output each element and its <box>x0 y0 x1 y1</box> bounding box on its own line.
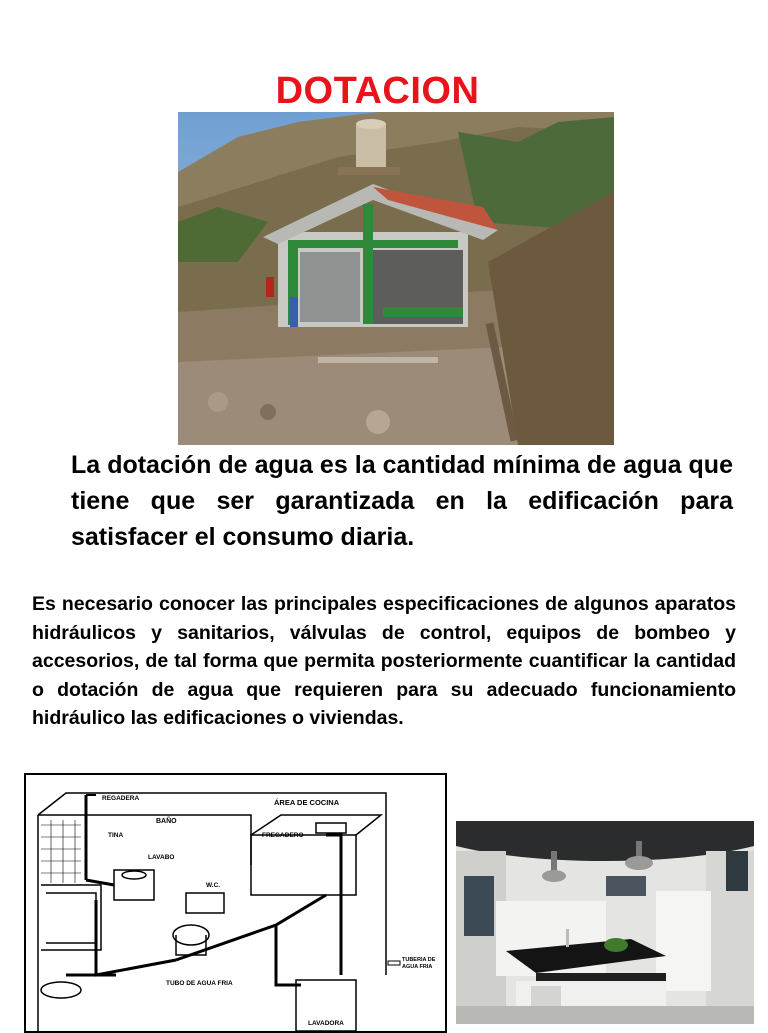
label-tuberia: TUBERIA DE AGUA FRIA <box>402 957 436 970</box>
intro-paragraph: La dotación de agua es la cantidad mínima de agua que tiene que ser garantizada en la edificación para satisfacer el consumo diaria. <box>71 451 733 551</box>
construction-photo <box>178 112 614 445</box>
label-tubo: TUBO DE AGUA FRIA <box>166 980 233 987</box>
kitchen-photo <box>456 821 754 1024</box>
construction-photo-illustration <box>178 112 614 445</box>
body-paragraph: Es necesario conocer las principales especificaciones de algunos aparatos hidráulicos y sanitarios, válvulas de control, equipos de bombeo y accesorios, de tal forma que permita posteriormente cuantificar la cantidad o dotación de agua que requieren para su adecuado funcionamiento hidráulico las edificaciones o viviendas. <box>32 593 736 729</box>
label-lavadora: LAVADORA <box>308 1020 344 1027</box>
label-tuberia-wrapper <box>402 957 444 987</box>
label-wc: W.C. <box>206 882 221 889</box>
kitchen-photo-illustration <box>456 821 754 1024</box>
label-area-cocina: ÁREA DE COCINA <box>274 798 340 807</box>
label-bano: BAÑO <box>156 818 177 825</box>
plumbing-diagram <box>24 773 447 1033</box>
label-fregadero: FREGADERO <box>262 832 304 839</box>
plumbing-diagram-drawing <box>26 775 445 1031</box>
page-title: DOTACION <box>275 70 480 112</box>
label-lavabo: LAVABO <box>148 854 175 861</box>
label-tina: TINA <box>108 832 124 839</box>
label-regadera: REGADERA <box>102 795 140 802</box>
